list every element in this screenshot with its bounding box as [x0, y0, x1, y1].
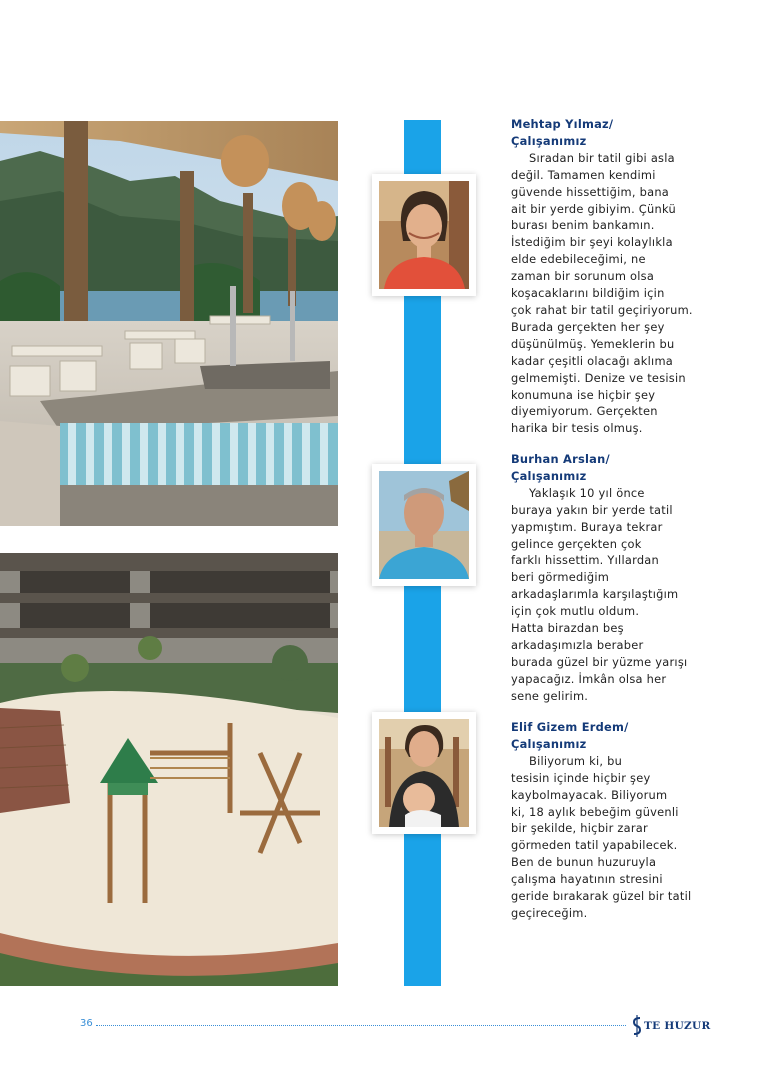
playground-photo [0, 553, 338, 986]
isbank-logo-icon [632, 1015, 642, 1037]
testimonial-role: Çalışanımız [511, 133, 587, 148]
testimonial-name: Mehtap Yılmaz/ [511, 117, 614, 131]
testimonial-elif [511, 719, 711, 922]
te-huzur-logo [632, 1015, 711, 1037]
logo-text: TE HUZUR [644, 1020, 711, 1032]
testimonial-name: Elif Gizem Erdem/ [511, 720, 629, 734]
testimonial-text: Biliyorum ki, bu tesisin içinde hiçbir şey kaybolmayacak. Biliyorum ki, 18 aylık bebeğim güvenli bir şekilde, hiçbir zarar görmeden tatil yapabilecek. Ben de bunun huzuruyla çalışma hayatının stresini geride bırakarak güzel bir tatil geçireceğim. [511, 753, 692, 920]
testimonial-role: Çalışanımız [511, 736, 587, 751]
testimonial-mehtap [511, 116, 711, 437]
restaurant-terrace-photo [0, 121, 338, 526]
portrait-elif [372, 712, 476, 834]
testimonial-name: Burhan Arslan/ [511, 452, 610, 466]
portrait-burhan [372, 464, 476, 586]
page-number: 36 [80, 1018, 93, 1029]
testimonial-role: Çalışanımız [511, 468, 587, 483]
portrait-mehtap [372, 174, 476, 296]
footer-divider [96, 1025, 626, 1026]
testimonial-text: Sıradan bir tatil gibi asla değil. Tamamen kendimi güvende hissettiğim, bana ait bir yerde gibiyim. Çünkü burası benim bankamın. İstediğim bir şeyi kolaylıkla elde edebileceğimi, ne zaman bir sorunum olsa koşacaklarını bildiğim için çok rahat bir tatil geçiriyorum. Burada gerçekten her şey düşünülmüş. Yemeklerin bu kadar çeşitli olacağı aklıma gelmemişti. Denize ve tesisin konumuna ise hiçbir şey diyemiyorum. Gerçekten harika bir tesis olmuş. [511, 150, 693, 436]
testimonial-burhan [511, 451, 711, 705]
testimonial-text: Yaklaşık 10 yıl önce buraya yakın bir yerde tatil yapmıştım. Buraya tekrar gelince gerçekten çok farklı hissettim. Yıllardan beri görmediğim arkadaşlarımla karşılaştığım için çok mutlu oldum. Hatta birazdan beş arkadaşımızla beraber burada güzel bir yüzme yarışı yapacağız. İmkân olsa her sene gelirim. [511, 485, 688, 703]
